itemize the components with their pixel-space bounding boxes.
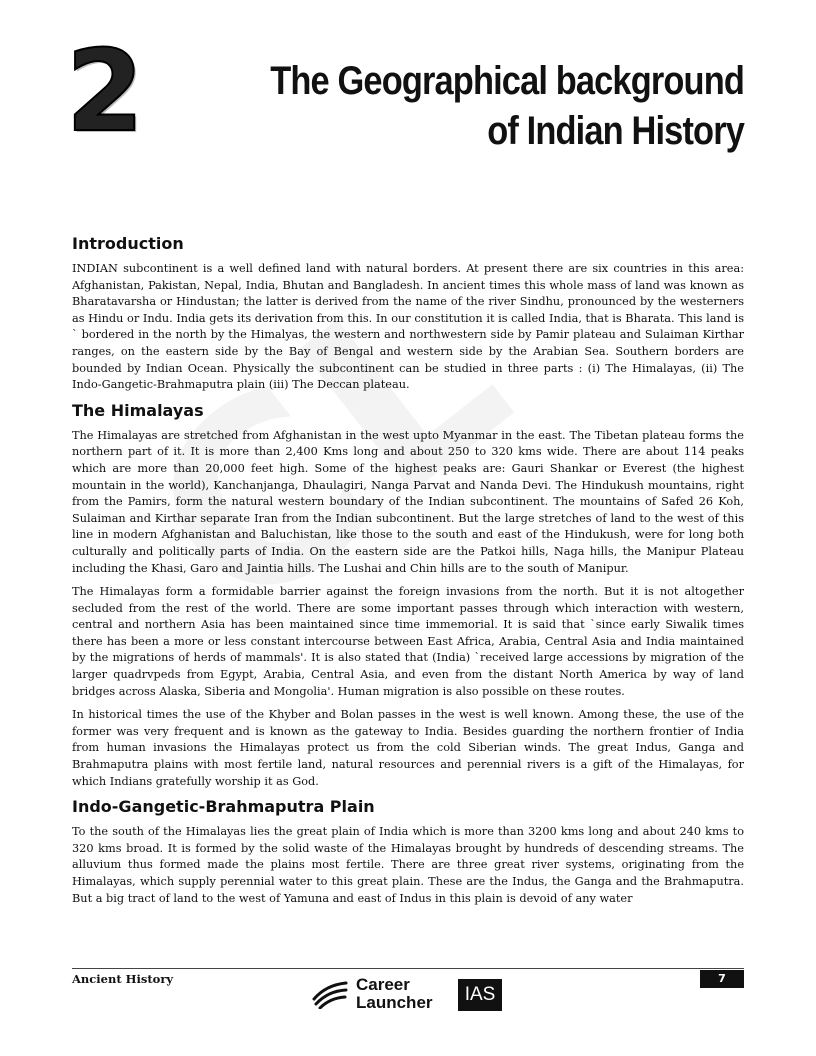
chapter-title-line-2: of Indian History: [487, 109, 744, 153]
paragraph: The Himalayas are stretched from Afghanistan in the west upto Myanmar in the east. The Tibetan plateau forms the northern part of it. It is more than 2,400 Kms long and about 250 to 320 kms wide. There are about 114 peaks which are more than 20,000 feet high. Some of the highest peaks are: Gauri Shankar or Everest (the highest mountain in the world), Kanchanjanga, Dhaulagiri, Nanga Parvat and Nanda Devi. The Hindukush mountains, right from the Pamirs, form the natural western boundary of the Indian subcontinent. The mountains of Safed 26 Koh, Sulaiman and Kirthar separate Iran from the Indian subcontinent. But the large stretches of land to the west of this line in modern Afghanistan and Baluchistan, like those to the south and east of the Hindukush, were for long both culturally and politically parts of India. On the eastern side are the Patkoi hills, Naga hills, the Manipur Plateau including the Khasi, Garo and Jaintia hills. The Lushai and Chin hills are to the south of Manipur.: [72, 428, 744, 575]
paragraph: The Himalayas form a formidable barrier against the foreign invasions from the north. But it is not altogether secluded from the rest of the world. There are some important passes through which interaction with western, central and northern Asia has been maintained since time immemorial. It is said that `since early Siwalik times there has been a more or less constant intercourse between East Africa, Arabia, Central Asia and India maintained by the migrations of herds of mammals'. It is also stated that (India) `received large accessions by migration of the larger quadrvpeds from Egypt, Arabia, Central Asia, and even from the distant North America by way of land bridges across Alaska, Siberia and Mongolia'. Human migration is also possible on these routes.: [72, 585, 744, 698]
page-number: 7: [700, 970, 744, 988]
section-introduction: [72, 234, 744, 394]
career-launcher-logo: [312, 975, 502, 1015]
page-content: [72, 234, 744, 914]
logo-line-1: Career: [356, 975, 410, 994]
swirl-logo-icon: [312, 979, 348, 1009]
section-heading: Indo-Gangetic-Brahmaputra Plain: [72, 797, 375, 817]
chapter-title: [245, 56, 744, 156]
section-heading: Introduction: [72, 234, 184, 253]
section-indo-gangetic-plain: [72, 797, 744, 907]
logo-line-2: Launcher: [356, 993, 433, 1012]
footer-divider: [72, 968, 744, 969]
section-heading: The Himalayas: [72, 400, 204, 420]
logo-wordmark: [356, 976, 433, 1012]
ias-badge: IAS: [458, 979, 502, 1011]
chapter-title-line-1: The Geographical background: [270, 59, 744, 103]
paragraph: To the south of the Himalayas lies the great plain of India which is more than 3200 kms long and about 240 kms to 320 kms broad. It is formed by the solid waste of the Himalayas brought by hundreds of descending streams. The alluvium thus formed made the plains most fertile. There are three great river systems, originating from the Himalayas, which supply perennial water to this great plain. These are the Indus, the Ganga and the Brahmaputra. But a big tract of land to the west of Yamuna and east of Indus in this plain is devoid of any water: [72, 825, 744, 905]
chapter-number: 2: [66, 27, 144, 157]
section-himalayas: [72, 401, 744, 790]
footer-label: Ancient History: [72, 972, 174, 986]
paragraph: In historical times the use of the Khyber and Bolan passes in the west is well known. Among these, the use of the former was very frequent and is known as the gateway to India. Besides guarding the northern frontier of India from human invasions the Himalayas protect us from the cold Siberian winds. The great Indus, Ganga and Brahmaputra plains with most fertile land, natural resources and perennial rivers is a gift of the Himalayas, for which Indians gratefully worship it as God.: [72, 708, 744, 788]
paragraph: INDIAN subcontinent is a well defined land with natural borders. At present there are six countries in this area: Afghanistan, Pakistan, Nepal, India, Bhutan and Bangladesh. In ancient times this whole mass of land was known as Bharatavarsha or Hindustan; the latter is derived from the name of the river Sindhu, pronounced by the westerners as Hindu or Indu. India gets its derivation from this. In our constitution it is called India, that is Bharata. This land is ` bordered in the north by the Himalyas, the western and northwestern side by Pamir plateau and Sulaiman Kirthar ranges, on the eastern side by the Bay of Bengal and western side by the Arabian Sea. Southern borders are bounded by Indian Ocean. Physically the subcontinent can be studied in three parts : (i) The Himalayas, (ii) The Indo-Gangetic-Brahmaputra plain (iii) The Deccan plateau.: [72, 262, 744, 392]
